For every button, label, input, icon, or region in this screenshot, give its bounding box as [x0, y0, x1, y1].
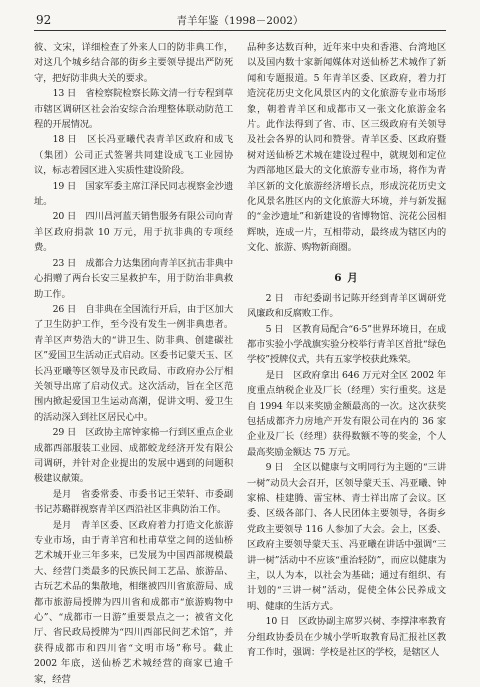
- paragraph: 26 日 自非典在全国流行开后，由于区加大了卫生防护工作，至今没有发生一例非典患者。青羊区声势浩大的“讲卫生、防非典、创建碳社区”爱国卫生活动正式启动。区委书记蒙天玉、区长冯亚曦等区领导及市民政局、市政府办公厅相关领导出席了启动仪式。这次活动，旨在全区范围内掀起爱国卫生运动高潮，促讲文明、爱卫生的活动深入到社区居民心中。: [34, 303, 233, 423]
- paragraph: 23 日 成都合力达集团向青羊区抗击非典中心捐赠了两台长安三星救护车，用于防治非典救助工作。: [34, 257, 233, 300]
- page-number: 92: [36, 13, 52, 27]
- left-column: [34, 40, 233, 685]
- running-header: [34, 8, 446, 31]
- right-column: [247, 40, 446, 659]
- text-columns: [34, 40, 446, 685]
- paragraph: 9 日 全区以健康与文明同行为主题的“三讲一树”动员大会召开，区领导蒙天玉、冯亚曦、钟家棉、桂建腾、雷宝林、青士祥出席了会议。区委、区级各部门、各人民团体主要领导，各街乡党政主要领导 116 人参加了大会。会上，区委、区政府主要领导蒙天玉、冯亚曦在讲话中强调“三讲一树”活动中不应该“重治轻防”，而应以健康为主，以人为本，以社会为基础；通过有组织、有计划的“三讲一树”活动，促使全体公民养成文明、健康的生活方式。: [247, 462, 446, 612]
- paragraph: 是日 区政府拿出 646 万元对全区 2002 年度重点纳税企业及厂长（经理）实行重奖。这是自 1994 年以来奖励金额最高的一次。这次获奖包括成都齐力房地产开发有限公司在内的 36 家企业及厂长（经理）获得数额不等的奖金，个人最高奖励金额达 75 万元。: [247, 369, 446, 458]
- paragraph: 是月 青羊区委、区政府着力打造文化旅游专业市场，由于青羊宫和杜甫草堂之间的送仙桥艺术城开业三年多来，已发展为中国西部规模最大、经营门类最多的民族民间工艺品、旅游品、古玩艺术品的集散地，相继被四川省旅游局、成都市旅游局授牌为四川省和成都市“旅游购物中心”、“成都市一日游”重要景点之一；被省文化厅、省民政局授牌为“四川西部民间艺术馆”，并获得成都市和四川省“文明市场”称号。截止 2002 年底，送仙桥艺术城经营的商家已逾千家，经营: [34, 519, 233, 685]
- paragraph: 20 日 四川昌河蓝天销售服务有限公司向青羊区政府捐款 10 万元，用于抗非典的专项经费。: [34, 211, 233, 254]
- paragraph: 彼、文宋，详细检查了外来人口的防非典工作，对这几个城乡结合部的街乡主要领导提出严防死守，把好防非典大关的要求。: [34, 42, 233, 84]
- paragraph: 29 日 区政协主席钟家棉一行到区重点企业成都西部服装工业园、成都蛟龙经济开发有限公司调研，并针对企业提出的发展中遇到的问题积极建议献策。: [34, 427, 233, 485]
- paragraph: 10 日 区政协副主席罗兴树、李撑津率教育分组政协委员在少城小学听取教育局汇报社区教育工作时，强调：学校是社区的学校，是辖区人: [247, 616, 446, 659]
- paragraph: 2 日 市纪委副书记陈开经到青羊区调研党风廉政和反腐败工作。: [247, 292, 446, 320]
- paragraph: 是月 省委常委、市委书记王荣轩、市委副书记苏璐群视察青羊区西沿社区非典防治工作。: [34, 488, 233, 516]
- paragraph: 品种多达数百种，近年来中央和香港、台湾地区以及国内数十家新闻媒体对送仙桥艺术城作了新闻和专题报道。5 年青羊区委、区政府，着力打造浣花历史文化风景区内的文化旅游专业市场形象，朝着青羊区和成都市又一张文化旅游金名片。此作法得到了省、市、区三级政府有关领导及社会各界的认同和赞誉。青羊区委、区政府暨树对送仙桥艺术城在建设过程中，就规划和定位为西部地区最大的文化旅游专业市场，将作为青羊区新的文化旅游经济增长点，形成浣花历史文化风景名胜区内的文化旅游大环境，并与新发掘的“金沙遗址”和新建设的省博物馆、浣花公园相辉映，连成一片，互相带动，最终成为辖区内的文化、旅游、购物新商圈。: [247, 42, 446, 254]
- paragraph: 13 日 省检察院检察长陈文清一行专程到草市辖区调研区社会治安综合治理整体联动防范工程的开展情况。: [34, 88, 233, 131]
- paragraph: 19 日 国家军委主席江泽民同志视察金沙遗址。: [34, 180, 233, 208]
- month-heading: 6 月: [334, 271, 359, 284]
- running-title: 青羊年鉴（1998－2002）: [176, 15, 304, 27]
- paragraph: 5 日 区教育局配合“6·5”世界环境日，在成都市实验小学战旗实验分校举行青羊区首批“绿色学校”授牌仪式，共有五家学校获此殊荣。: [247, 323, 446, 366]
- paragraph: 18 日 区长冯亚曦代表青羊区政府和成飞（集团）公司正式签署共同建设成飞工业园协议，标志着园区进入实质性建设阶段。: [34, 134, 233, 177]
